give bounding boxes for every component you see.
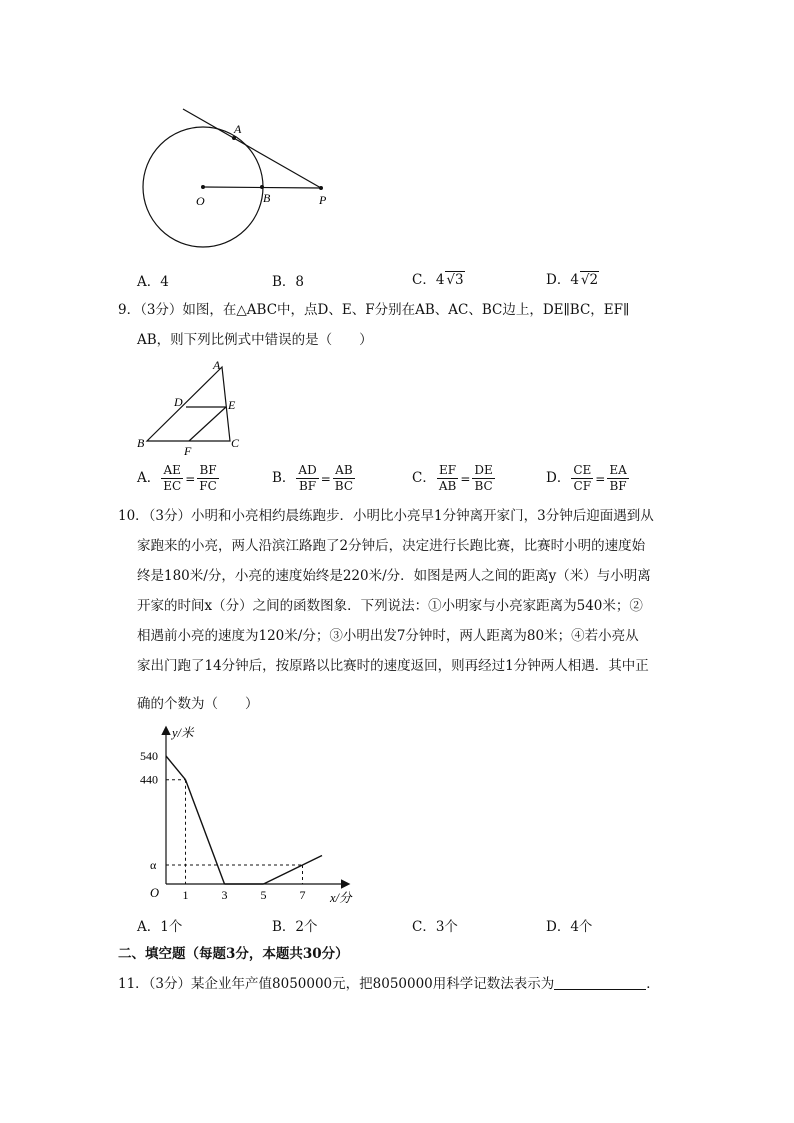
q10-series-segment-3	[264, 865, 303, 884]
q10-option-c-text: C．3个	[412, 919, 458, 935]
q9-option-d-letter: D．	[546, 470, 571, 486]
q10-option-a-text: A．1个	[137, 919, 183, 935]
q10-option-a[interactable]	[137, 915, 182, 935]
q9-label-a: A	[213, 358, 221, 372]
q10-function-graph	[130, 720, 380, 910]
q9-stem-line2: AB，则下列比例式中错误的是（ ）	[137, 332, 373, 348]
q8-option-a-text: A．4	[137, 274, 169, 290]
q9-option-b[interactable]	[272, 463, 356, 494]
q9-option-a-letter: A．	[137, 470, 161, 486]
q9-option-c-frac1: $\frac{EF}{AB}$	[438, 463, 457, 493]
q8-label-a: A	[234, 122, 242, 136]
q9-option-c-letter: C．	[412, 470, 436, 486]
q9-label-b: B	[137, 436, 145, 450]
q10-y-tick-2: α	[150, 858, 157, 873]
q10-y-tick-0: 540	[140, 749, 158, 763]
q8-label-o: O	[196, 194, 205, 208]
q9-label-e: E	[228, 398, 236, 412]
q9-option-b-letter: B．	[272, 470, 296, 486]
q10-stem-line3: 终是180米/分，小亮的速度始终是220米/分．如图是两人之间的距离y（米）与小明离	[137, 568, 651, 584]
q11-stem-end: ．	[646, 976, 660, 992]
q10-stem-line2: 家跑来的小亮，两人沿滨江路跑了2分钟后，决定进行长跑比赛，比赛时小明的速度始	[137, 538, 646, 554]
q9-option-b-frac1: $\frac{AD}{BF}$	[298, 463, 317, 493]
q10-stem-line5: 相遇前小亮的速度为120米/分；③小明出发7分钟时，两人距离为80米；④若小亮从	[137, 628, 639, 644]
q8-option-c-prefix: C．4	[412, 272, 445, 288]
q8-option-c-radical: √3	[446, 272, 464, 288]
q8-tangent-line	[183, 109, 321, 188]
q10-x-tick-7: 7	[299, 888, 306, 902]
q8-label-b: B	[263, 191, 271, 205]
q8-figure	[130, 100, 350, 260]
q8-option-c[interactable]	[412, 268, 465, 288]
q11-answer-blank[interactable]	[554, 975, 646, 990]
q10-x-axis-label: x/分	[330, 891, 352, 905]
q10-stem-line6: 家出门跑了14分钟后，按原路以比赛时的速度返回，则再经过1分钟两人相遇．其中正	[137, 658, 649, 674]
q10-option-b[interactable]	[272, 915, 318, 935]
q9-option-d-frac1: $\frac{CE}{CF}$	[573, 463, 592, 493]
q9-label-f: F	[184, 444, 192, 458]
q8-label-p: P	[319, 193, 327, 207]
q8-option-d-prefix: D．4	[546, 272, 579, 288]
q8-point-a	[232, 136, 236, 140]
q9-option-d-frac2: $\frac{EA}{BF}$	[609, 463, 627, 493]
q8-option-a[interactable]	[137, 270, 169, 290]
q9-option-c-eq: =	[460, 471, 471, 486]
q9-option-a[interactable]	[137, 463, 220, 494]
q8-option-d[interactable]	[546, 268, 599, 288]
q10-y-tick-1: 440	[140, 772, 158, 787]
q11-stem	[118, 972, 660, 996]
q10-series-segment-0	[166, 756, 186, 780]
q8-option-b[interactable]	[272, 270, 304, 290]
q9-option-c[interactable]	[412, 463, 496, 494]
q8-option-c-radicand: 3	[455, 272, 464, 288]
q10-option-d-text: D．4个	[546, 919, 593, 935]
q8-option-d-radical: √2	[580, 272, 599, 288]
q8-point-b	[260, 185, 264, 189]
q10-x-tick-3: 3	[221, 888, 228, 902]
q10-stem-line7: 确的个数为（ ）	[137, 696, 259, 712]
q9-segment-ef	[189, 407, 226, 441]
q9-option-c-frac2: $\frac{DE}{BC}$	[474, 463, 493, 493]
q10-y-axis-label: y/米	[172, 726, 194, 740]
q9-option-a-frac1: $\frac{AE}{EC}$	[163, 463, 182, 493]
q9-option-d-eq: =	[595, 471, 606, 486]
q9-label-c: C	[231, 436, 240, 450]
q10-origin-label: O	[150, 886, 160, 900]
q9-triangle-abc	[147, 367, 230, 441]
q10-option-b-text: B．2个	[272, 919, 318, 935]
q9-option-b-eq: =	[320, 471, 331, 486]
q11-stem-text: 11．（3分）某企业年产值8050000元，把8050000用科学记数法表示为	[118, 976, 555, 992]
q10-option-c[interactable]	[412, 915, 458, 935]
q10-series-segment-4	[303, 856, 323, 865]
q9-option-a-eq: =	[185, 471, 196, 486]
q10-series-segment-1	[186, 780, 225, 884]
q9-figure	[130, 355, 260, 460]
q9-option-d[interactable]	[546, 463, 630, 494]
section-2-title: 二、填空题（每题3分，本题共30分）	[118, 946, 349, 962]
q10-option-d[interactable]	[546, 915, 592, 935]
q9-label-d: D	[174, 395, 183, 409]
q10-stem-line1: 10．（3分）小明和小亮相约晨练跑步．小明比小亮早1分钟离开家门，3分钟后迎面遇到从	[118, 508, 654, 524]
q8-point-p	[319, 186, 323, 190]
q8-point-o	[201, 185, 205, 189]
q8-option-d-radicand: 2	[589, 272, 599, 288]
q9-stem-line1: 9．（3分）如图，在△ABC中，点D、E、F分别在AB、AC、BC边上，DE∥BC，EF∥	[118, 302, 630, 318]
q10-stem-line4: 开家的时间x（分）之间的函数图象．下列说法：①小明家与小亮家距离为540米；②	[137, 598, 643, 614]
q10-x-tick-5: 5	[260, 888, 267, 902]
q8-option-b-text: B．8	[272, 274, 305, 290]
q10-x-tick-1: 1	[182, 888, 189, 902]
q9-option-b-frac2: $\frac{AB}{BC}$	[334, 463, 354, 493]
q9-option-a-frac2: $\frac{BF}{FC}$	[199, 463, 217, 493]
